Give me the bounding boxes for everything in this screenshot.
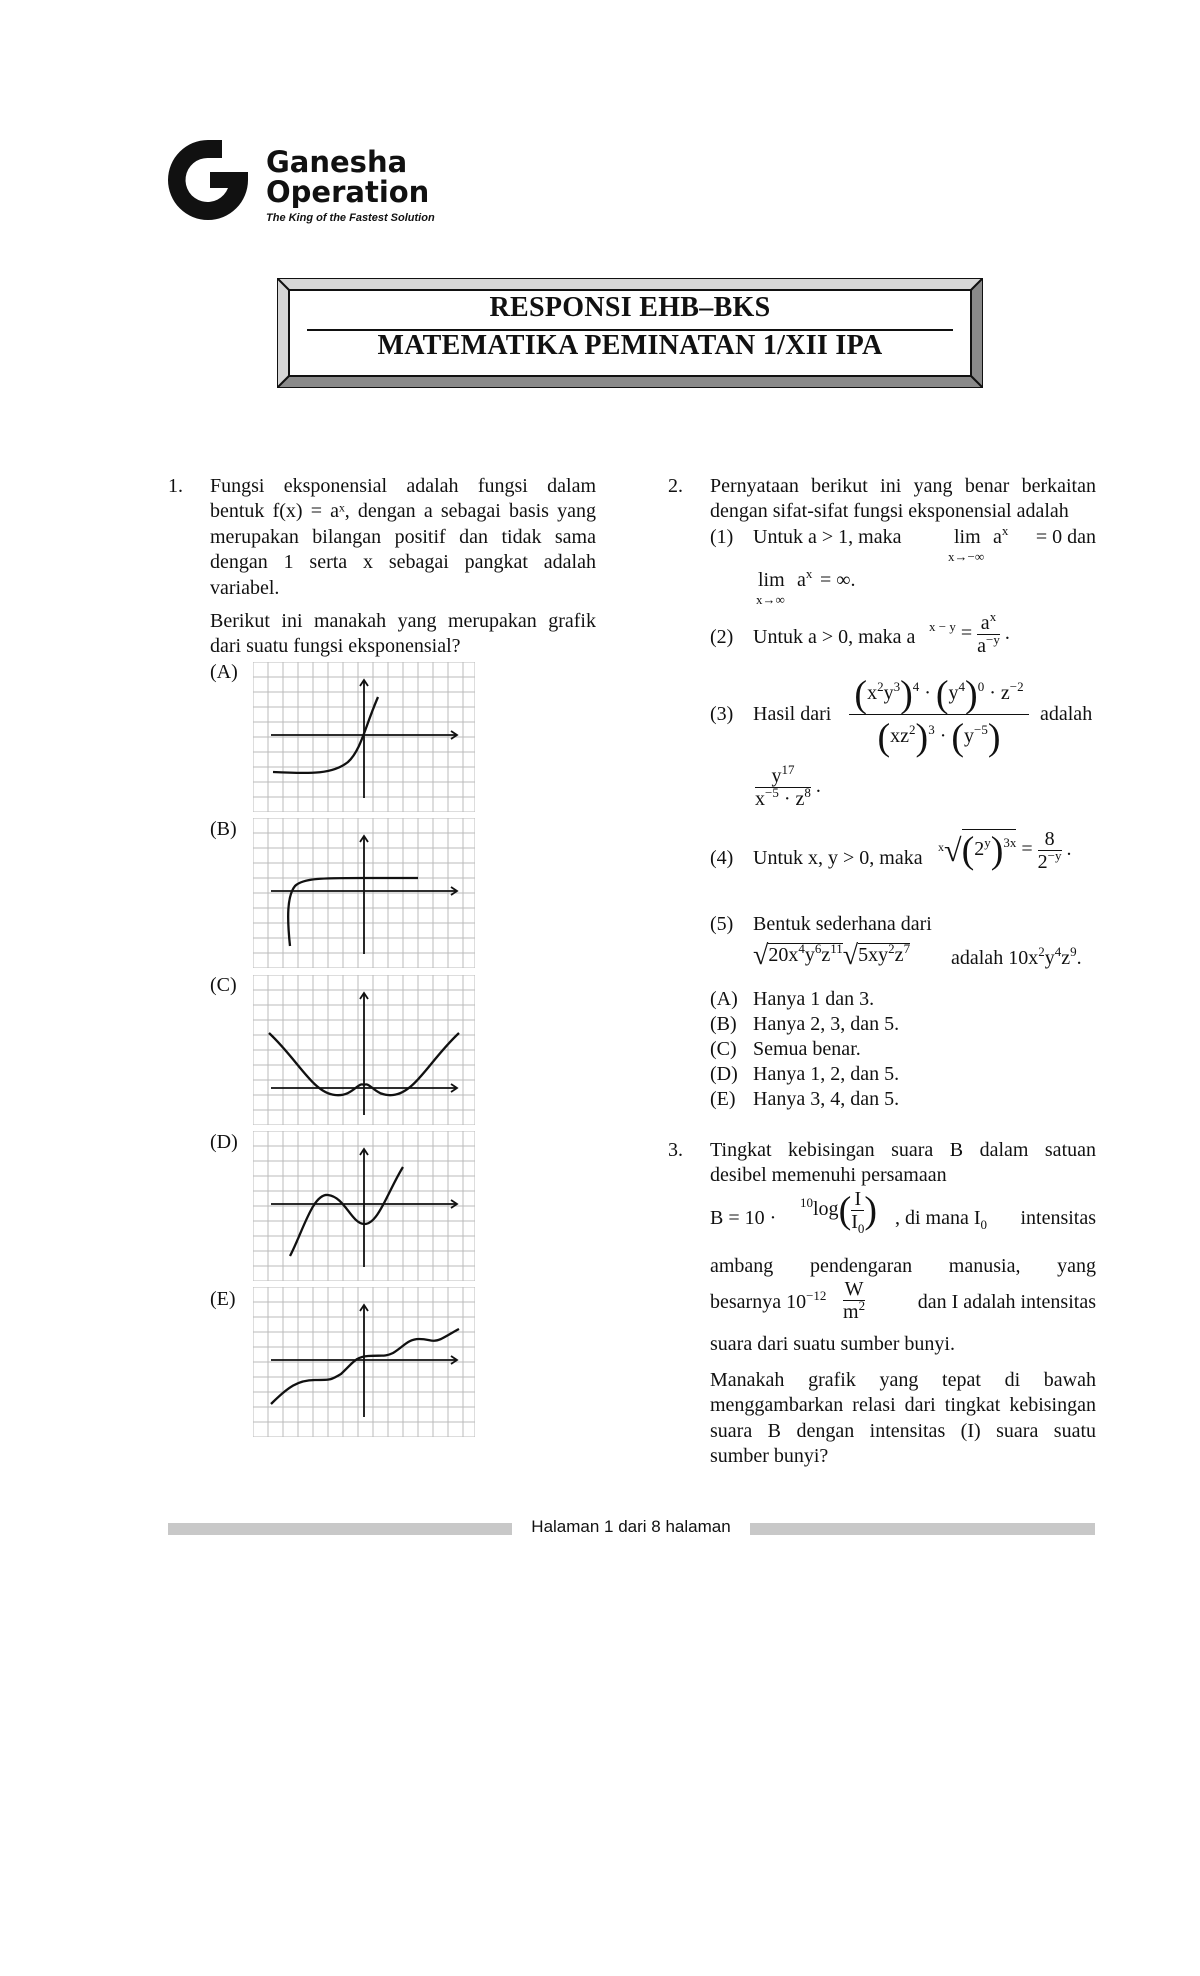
q1-graph-b bbox=[253, 818, 475, 968]
q1-graph-e bbox=[253, 1287, 475, 1437]
q3-line4a-text: besarnya 10 bbox=[710, 1291, 807, 1313]
q2-s1-ax2: $a^x$ bbox=[797, 566, 813, 591]
q2-s1-text: Untuk a > 1, maka bbox=[753, 526, 902, 548]
q2-s5-text: Bentuk sederhana dari bbox=[753, 913, 932, 935]
page-indicator: Halaman 1 dari 8 halaman bbox=[531, 1517, 731, 1536]
q2-number: 2. bbox=[668, 475, 683, 497]
q2-s1-number: (1) bbox=[710, 526, 734, 548]
footer-bar-left bbox=[168, 1523, 512, 1535]
q3-line4a: besarnya $10^{-12}$ bbox=[710, 1288, 827, 1313]
q2-s2-text: Untuk a > 0, maka a bbox=[753, 626, 916, 648]
title-line2: MATEMATIKA PEMINATAN 1/XII IPA bbox=[377, 330, 883, 361]
q2-option-d-label: (D) bbox=[710, 1063, 738, 1085]
q2-s1-lim1-sub: x→−∞ bbox=[948, 549, 985, 564]
q2-s1-lim2-sub: x→∞ bbox=[756, 592, 785, 607]
q2-s5-formula: $√20x^4y^6z^{11}√5xy^2z^7$ bbox=[753, 940, 911, 971]
q2-s1-ax1: $a^x$ bbox=[993, 523, 1009, 548]
q2-s4-formula: $^x√(2^y)^{3x}$ = $\frac{8}{2^{-y}}$ . bbox=[938, 828, 1072, 873]
q2-option-e-text: Hanya 3, 4, dan 5. bbox=[753, 1088, 900, 1110]
q1-option-b-label: (B) bbox=[210, 818, 237, 840]
q3-number: 3. bbox=[668, 1139, 683, 1161]
q2-s4-text: Untuk x, y > 0, maka bbox=[753, 847, 923, 869]
title-line1: RESPONSI EHB–BKS bbox=[489, 292, 771, 323]
title-box bbox=[277, 278, 983, 388]
q2-s5-after-text: adalah 10x bbox=[951, 947, 1039, 969]
footer-bar-right bbox=[750, 1523, 1095, 1535]
q1-paragraph1: Fungsi eksponensial adalah fungsi dalam bentuk f(x) = aˣ, dengan a sebagai basis yang merupakan bilangan positif dan tidak sama dengan 1 serta x sebagai pangkat adalah variabel. bbox=[210, 475, 596, 599]
q1-option-a-label: (A) bbox=[210, 661, 238, 683]
q1-graph-c bbox=[253, 975, 475, 1125]
q2-s3-number: (3) bbox=[710, 703, 734, 725]
q2-option-a-text: Hanya 1 dan 3. bbox=[753, 988, 875, 1010]
q1-paragraph2: Berikut ini manakah yang merupakan grafik dari suatu fungsi eksponensial? bbox=[210, 610, 596, 658]
q2-s1-expr1: = 0 dan bbox=[1035, 526, 1096, 548]
q2-s3-fraction: $(x^2y^3)^4 \cdot (y^4)^0 \cdot z^{-2}$ $(xz^2)^3 \cdot (y^{-5})$ bbox=[849, 672, 1029, 757]
q3-line4b: dan I adalah intensitas bbox=[917, 1291, 1096, 1313]
brand-name-line2: Operation bbox=[266, 175, 430, 209]
q1-option-c-label: (C) bbox=[210, 974, 237, 996]
q2-option-a-label: (A) bbox=[710, 988, 738, 1010]
q2-s1-expr2: = ∞. bbox=[820, 569, 856, 591]
q1-graph-d bbox=[253, 1131, 475, 1281]
q2-option-c-text: Semua benar. bbox=[753, 1038, 861, 1060]
q3-line3: ambang pendengaran manusia, yang bbox=[710, 1255, 1096, 1277]
q2-option-d-text: Hanya 1, 2, dan 5. bbox=[753, 1063, 900, 1085]
q2-option-e-label: (E) bbox=[710, 1088, 736, 1110]
q2-s3-after: adalah bbox=[1040, 703, 1093, 725]
q2-option-b-text: Hanya 2, 3, dan 5. bbox=[753, 1013, 900, 1035]
q2-option-b-label: (B) bbox=[710, 1013, 737, 1035]
q2-s3-text: Hasil dari bbox=[753, 703, 832, 725]
q3-eq-tail: intensitas bbox=[1020, 1207, 1096, 1229]
q2-s5-after: adalah $10x^2y^4z^9$. bbox=[951, 944, 1082, 969]
brand-tagline: The King of the Fastest Solution bbox=[266, 212, 435, 224]
brand-name-line1: Ganesha bbox=[266, 145, 408, 179]
q2-s5-number: (5) bbox=[710, 913, 734, 935]
q2-s1-lim1: lim bbox=[954, 526, 981, 548]
q3-line1: Tingkat kebisingan suara B dalam satuan desibel memenuhi persamaan bbox=[710, 1139, 1096, 1187]
q2-s2-formula: $^{x - y}$ = $\frac{a^x}{a^{-y}}$ . bbox=[929, 609, 1010, 657]
q3-eq-left: B = 10 · bbox=[710, 1207, 777, 1229]
q3-paragraph2: Manakah grafik yang tepat di bawah menggambarkan relasi dari tingkat kebisingan suara B dengan intensitas (I) suara suatu sumber bunyi? bbox=[710, 1369, 1096, 1468]
q1-graph-a bbox=[253, 662, 475, 812]
q1-option-d-label: (D) bbox=[210, 1131, 238, 1153]
q3-eq-right-text: , di mana I bbox=[895, 1207, 981, 1229]
q3-unit-fraction: $\frac{W}{m^2}$ bbox=[843, 1278, 866, 1323]
q3-line5: suara dari suatu sumber bunyi. bbox=[710, 1333, 955, 1355]
ganesha-logo-icon bbox=[166, 138, 250, 222]
q3-eq-log: $^{10}$log( $\frac{I}{I_0}$ ) bbox=[800, 1188, 878, 1236]
q1-number: 1. bbox=[168, 475, 183, 497]
q2-s4-number: (4) bbox=[710, 847, 734, 869]
q2-option-c-label: (C) bbox=[710, 1038, 737, 1060]
q2-intro: Pernyataan berikut ini yang benar berkaitan dengan sifat-sifat fungsi eksponensial adalah bbox=[710, 475, 1096, 523]
q1-option-e-label: (E) bbox=[210, 1288, 236, 1310]
q2-s2-number: (2) bbox=[710, 626, 734, 648]
q2-s1-lim2: lim bbox=[758, 569, 785, 591]
q2-s3-result: $\frac{y^{17}}{x^{-5} \cdot z^8}$ . bbox=[755, 762, 821, 810]
logo bbox=[166, 138, 435, 228]
q3-eq-right: , di mana $I_0$ bbox=[895, 1207, 988, 1232]
